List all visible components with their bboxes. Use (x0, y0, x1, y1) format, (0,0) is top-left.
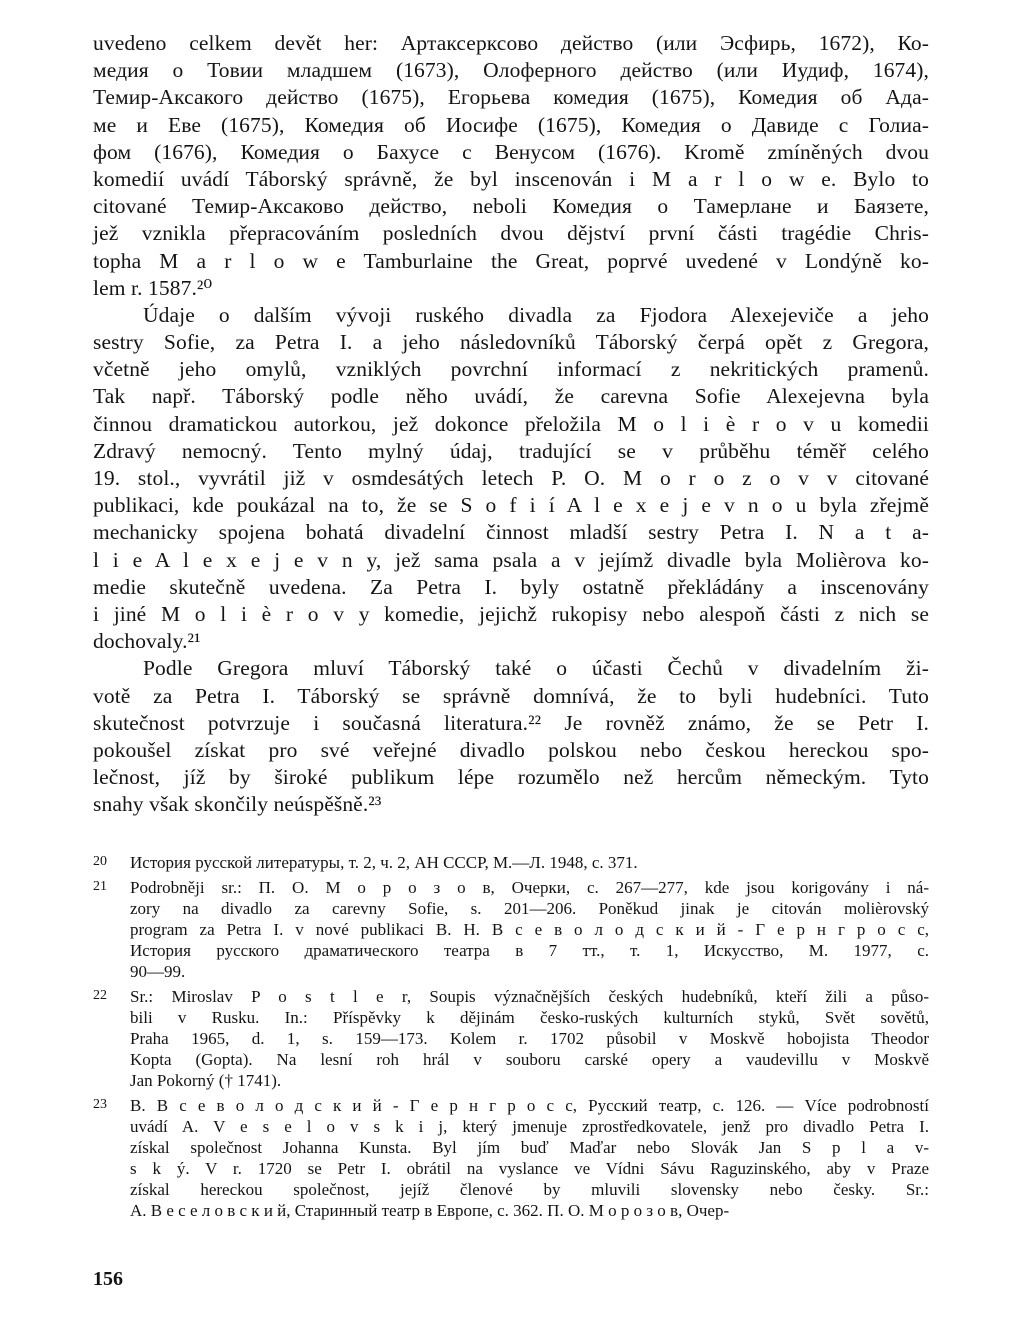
footnote-line: bili v Rusku. In.: Příspěvky k dějinám česko-ruských kulturních styků, Svět sovětů, (130, 1008, 929, 1027)
text-line: Темир-Аксакого действо (1675), Егорьева комедия (1675), Комедия об Ада- (93, 85, 929, 110)
text-line: Tak např. Táborský podle něho uvádí, že carevna Sofie Alexejevna byla (93, 384, 929, 409)
footnote (93, 986, 929, 1091)
footnotes (93, 852, 929, 1225)
text-line: ме и Еве (1675), Комедия об Иосифе (1675), Комедия о Давиде с Голиа- (93, 112, 929, 137)
footnote-number: 23 (93, 1097, 107, 1112)
footnote (93, 1095, 929, 1221)
footnote-number: 20 (93, 854, 107, 869)
text-line: činnou dramatickou autorkou, jež dokonce přeložila M o l i è r o v u komedii (93, 411, 929, 436)
text-line: skutečnost potvrzuje i současná literatura.²² Je rovněž známo, že se Petr I. (93, 710, 929, 735)
footnote-number: 21 (93, 879, 107, 894)
page-number: 156 (93, 1268, 123, 1290)
footnote-line: История русской литературы, т. 2, ч. 2, АН СССР, М.—Л. 1948, с. 371. (130, 853, 638, 872)
footnote-line: История русского драматического театра в 7 тт., т. 1, Искусство, М. 1977, с. (130, 941, 929, 960)
text-line: snahy však skončily neúspěšně.²³ (93, 792, 382, 817)
text-line: sestry Sofie, za Petra I. a jeho následovníků Táborský čerpá opět z Gregora, (93, 330, 929, 355)
footnote-line: Podrobněji sr.: П. О. М о р о з о в, Очерки, с. 267—277, kde jsou korigovány i ná- (130, 878, 929, 897)
footnote-line: Kopta (Gopta). Na lesní roh hrál v souboru carské opery a vaudevillu v Moskvě (130, 1050, 929, 1069)
text-line: pokoušel získat pro své veřejné divadlo polskou nebo českou hereckou spo- (93, 737, 929, 762)
text-line: lem r. 1587.²⁰ (93, 275, 213, 300)
text-line: uvedeno celkem devět her: Артаксерксово действо (или Эсфирь, 1672), Ко- (93, 31, 929, 55)
footnote-line: В. В с е в о л о д с к и й - Г е р н г р о с с, Русский театр, с. 126. — Více podrobností (130, 1096, 929, 1115)
footnote-line: Sr.: Miroslav P o s t l e r, Soupis význačnějších českých hudebníků, kteří žili a půso- (130, 987, 929, 1006)
paragraph (93, 30, 929, 302)
text-line: publikaci, kde poukázal na to, že se S o f i í A l e x e j e v n o u byla zřejmě (93, 493, 929, 518)
footnote-number: 22 (93, 988, 107, 1003)
footnote-line: А. В е с е л о в с к и й, Старинный театр в Европе, с. 362. П. О. М о р о з о в, Очер- (130, 1201, 730, 1220)
text-line: včetně jeho omylů, vzniklých povrchní informací z nekritických pramenů. (93, 357, 929, 382)
paragraph (93, 655, 929, 818)
text-line: медия о Товии младшем (1673), Олоферного действо (или Иудиф, 1674), (93, 58, 929, 83)
text-line: citované Темир-Аксаково действо, neboli Комедия о Тамерлане и Баязете, (93, 194, 929, 219)
text-line: topha M a r l o w e Tamburlaine the Great, poprvé uvedené v Londýně ko- (93, 248, 929, 273)
text-line: medie skutečně uvedena. Za Petra I. byly ostatně překládány a inscenovány (93, 574, 929, 599)
text-line: фом (1676), Комедия о Бахусе с Венусом (1676). Kromě zmíněných dvou (93, 139, 929, 164)
footnote (93, 877, 929, 982)
text-line: Podle Gregora mluví Táborský také o účasti Čechů v divadelním ži- (143, 656, 929, 681)
footnote-line: Praha 1965, d. 1, s. 159—173. Kolem r. 1702 působil v Moskvě hobojista Theodor (130, 1029, 929, 1048)
footnote-line: 90—99. (130, 962, 186, 981)
footnote-line: Jan Pokorný († 1741). (130, 1071, 282, 1090)
footnote-line: program za Petra I. v nové publikaci В. Н. В с е в о л о д с к и й - Г е р н г р о с с, (130, 920, 929, 939)
text-line: mechanicky spojena bohatá divadelní činnost mladší sestry Petra I. N a t a- (93, 520, 929, 545)
footnote-line: získal hereckou společnost, jejíž členové by mluvili slovensky nebo česky. Sr.: (130, 1180, 929, 1199)
text-line: lečnost, jíž by široké publikum lépe rozumělo než hercům německým. Tyto (93, 765, 929, 790)
text-line: Zdravý nemocný. Tento mylný údaj, tradující se v průběhu téměř celého (93, 438, 929, 463)
text-line: l i e A l e x e j e v n y, jež sama psala a v jejímž divadle byla Molièrova ko- (93, 547, 929, 572)
footnote (93, 852, 929, 873)
footnote-line: zory na divadlo za carevny Sofie, s. 201—206. Poněkud jinak je citován molièrovský (130, 899, 929, 918)
text-line: votě za Petra I. Táborský se správně domnívá, že to byli hudebníci. Tuto (93, 683, 929, 708)
footnote-line: s k ý. V r. 1720 se Petr I. obrátil na vyslance ve Vídni Sávu Raguzinského, aby v Praze (130, 1159, 929, 1178)
main-text (93, 30, 929, 818)
text-line: dochovaly.²¹ (93, 629, 201, 654)
text-line: Údaje o dalším vývoji ruského divadla za Fjodora Alexejeviče a jeho (143, 302, 929, 327)
text-line: jež vznikla přepracováním posledních dvou dějství první části tragédie Chris- (93, 221, 929, 246)
footnote-line: uvádí A. V e s e l o v s k i j, který jmenuje zprostředkovatele, jenž pro divadlo Petra I. (130, 1117, 929, 1136)
text-line: i jiné M o l i è r o v y komedie, jejichž rukopisy nebo alespoň části z nich se (93, 601, 929, 626)
text-line: 19. stol., vyvrátil již v osmdesátých letech P. O. M o r o z o v v citované (93, 466, 929, 490)
footnote-line: získal společnost Johanna Kunsta. Byl jím buď Maďar nebo Slovák Jan S p l a v- (130, 1138, 929, 1157)
text-line: komedií uvádí Táborský správně, že byl inscenován i M a r l o w e. Bylo to (93, 166, 929, 191)
paragraph (93, 302, 929, 655)
